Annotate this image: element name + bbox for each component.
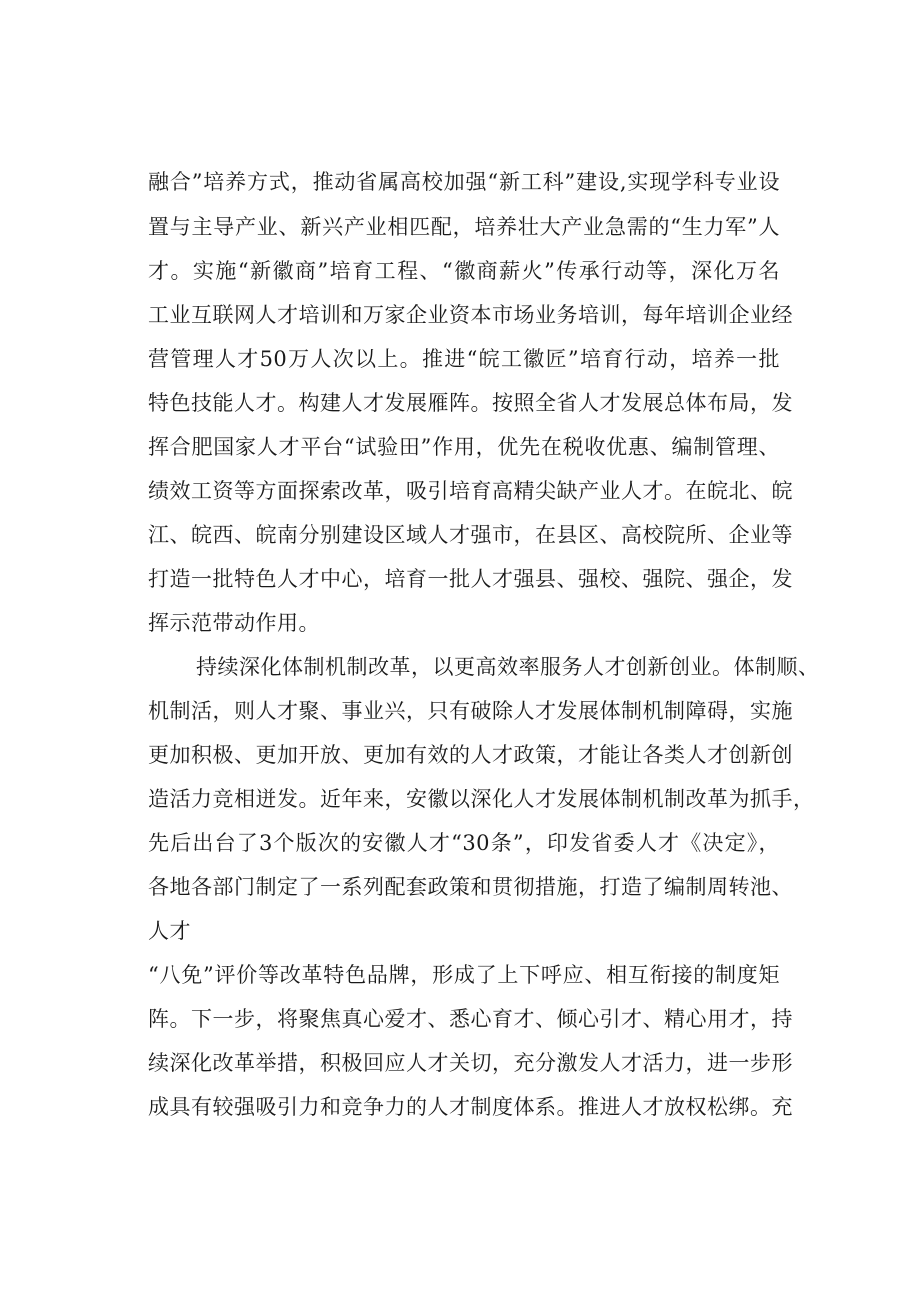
paragraph-first-line: 持续深化体制机制改革，以更高效率服务人才创新创业。体制顺、 xyxy=(196,655,820,679)
text-line: 融合”培养方式，推动省属高校加强“新工科”建设,实现学科专业设 xyxy=(148,170,780,194)
text-line: 打造一批特色人才中心，培育一批人才强县、强校、强院、强企，发 xyxy=(148,567,793,591)
text-line: 工业互联网人才培训和万家企业资本市场业务培训，每年培训企业经 xyxy=(148,303,793,327)
text-line: 挥示范带动作用。 xyxy=(148,611,320,635)
text-line: 绩效工资等方面探索改革，吸引培育高精尖缺产业人才。在皖北、皖 xyxy=(148,479,793,503)
text-line: 阵。下一步，将聚焦真心爱才、悉心育才、倾心引才、精心用才，持 xyxy=(148,1007,793,1031)
text-line: 造活力竞相迸发。近年来，安徽以深化人才发展体制机制改革为抓手， xyxy=(148,787,815,811)
text-line: 成具有较强吸引力和竞争力的人才制度体系。推进人才放权松绑。充 xyxy=(148,1095,793,1119)
text-line: 续深化改革举措，积极回应人才关切，充分激发人才活力，进一步形 xyxy=(148,1051,793,1075)
text-line: 特色技能人才。构建人才发展雁阵。按照全省人才发展总体布局，发 xyxy=(148,391,793,415)
text-line: 先后出台了3个版次的安徽人才“30条”，印发省委人才《决定》， xyxy=(148,831,780,855)
text-line: 才。实施“新徽商”培育工程、“徽商薪火”传承行动等，深化万名 xyxy=(148,259,780,283)
text-line: 人才 xyxy=(148,919,191,943)
text-line: 更加积极、更加开放、更加有效的人才政策，才能让各类人才创新创 xyxy=(148,743,793,767)
text-line: 机制活，则人才聚、事业兴，只有破除人才发展体制机制障碍，实施 xyxy=(148,699,793,723)
text-line: 江、皖西、皖南分别建设区域人才强市，在县区、高校院所、企业等 xyxy=(148,523,793,547)
text-line: 置与主导产业、新兴产业相匹配，培养壮大产业急需的“生力军”人 xyxy=(148,215,780,239)
text-line: 各地各部门制定了一系列配套政策和贯彻措施，打造了编制周转池、 xyxy=(148,875,793,899)
text-line: 营管理人才50万人次以上。推进“皖工徽匠”培育行动，培养一批 xyxy=(148,347,780,371)
text-line: “八免”评价等改革特色品牌，形成了上下呼应、相互衔接的制度矩 xyxy=(148,963,780,987)
text-line: 挥合肥国家人才平台“试验田”作用，优先在税收优惠、编制管理、 xyxy=(148,435,780,459)
